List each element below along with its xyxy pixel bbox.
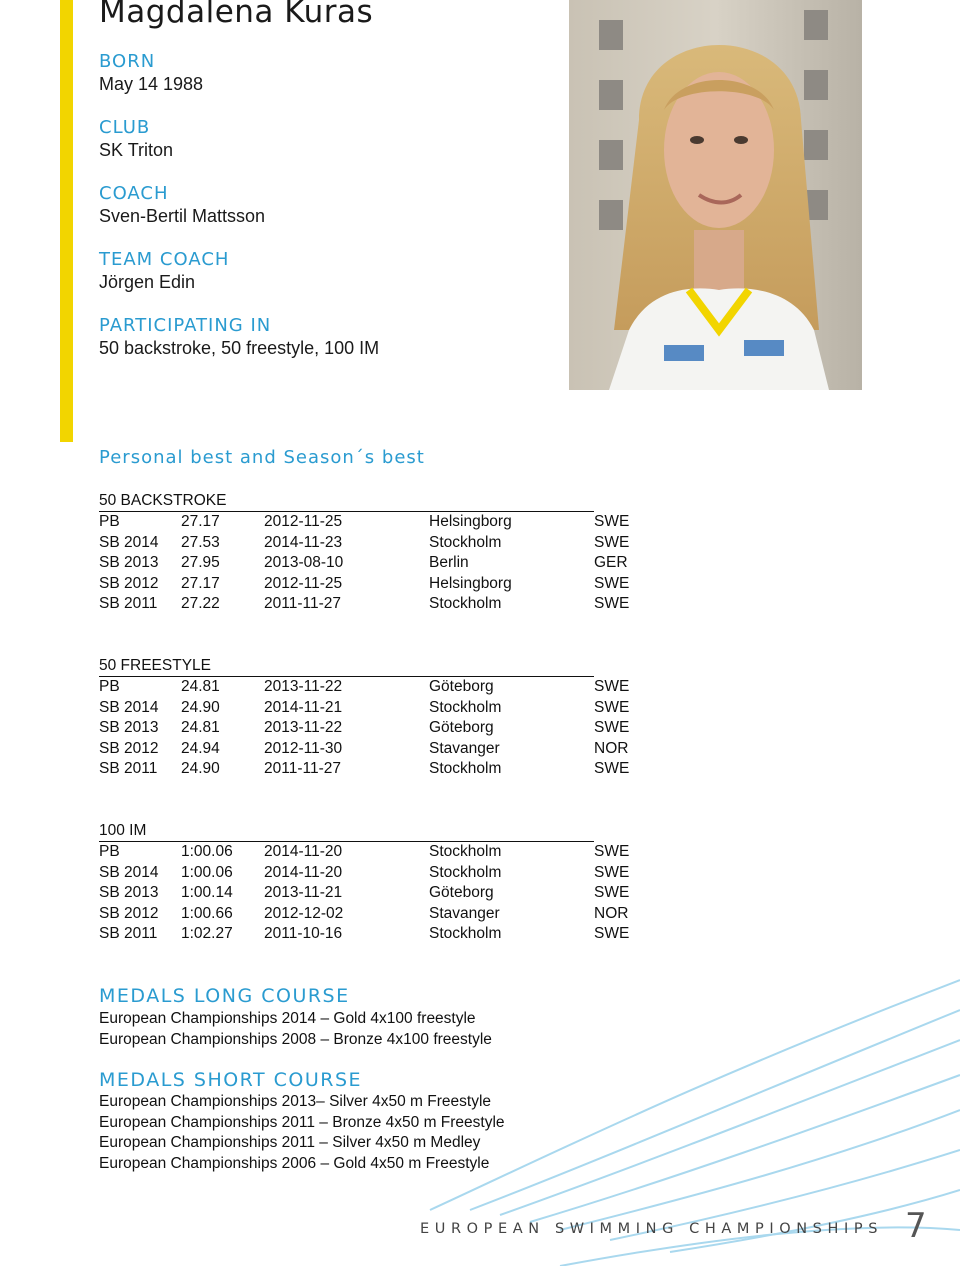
info-label: CLUB (99, 117, 151, 138)
table-row (99, 594, 629, 615)
row-date: 2013-11-22 (264, 719, 343, 736)
row-country: SWE (594, 678, 630, 695)
info-label: COACH (99, 183, 169, 204)
row-date: 2013-11-21 (264, 884, 343, 901)
row-city: Helsingborg (429, 513, 512, 530)
athlete-photo (569, 0, 862, 390)
row-time: 24.90 (181, 698, 220, 716)
row-date: 2014-11-20 (264, 863, 343, 881)
row-date: 2012-11-30 (264, 739, 343, 757)
row-date: 2011-10-16 (264, 925, 343, 942)
table-row (99, 553, 629, 574)
footer-title: EUROPEAN SWIMMING CHAMPIONSHIPS (420, 1221, 884, 1237)
row-label: SB 2012 (99, 904, 159, 922)
row-country: NOR (594, 739, 629, 757)
info-participating (99, 315, 379, 359)
table-row (99, 904, 629, 925)
row-country: SWE (594, 533, 630, 551)
row-time: 1:00.06 (181, 863, 233, 881)
row-label: SB 2013 (99, 554, 159, 571)
row-country: SWE (594, 863, 630, 881)
table-row (99, 698, 629, 719)
row-country: SWE (594, 574, 630, 592)
row-time: 27.17 (181, 513, 220, 530)
info-coach (99, 183, 265, 227)
list-item: European Championships 2011 – Bronze 4x50 m Freestyle (99, 1113, 505, 1131)
info-value: Jörgen Edin (99, 272, 196, 292)
row-country: SWE (594, 595, 630, 612)
event-100-im (99, 821, 629, 945)
event-name: 50 FREESTYLE (99, 656, 594, 677)
row-label: SB 2011 (99, 595, 158, 612)
info-label: PARTICIPATING IN (99, 315, 272, 336)
event-50-backstroke (99, 491, 629, 615)
row-label: SB 2014 (99, 698, 159, 716)
bests-title: Personal best and Season´s best (99, 447, 425, 468)
row-time: 27.17 (181, 574, 220, 592)
list-item: European Championships 2014 – Gold 4x100 freestyle (99, 1010, 476, 1027)
row-time: 27.95 (181, 554, 220, 571)
row-label: SB 2012 (99, 574, 159, 592)
yellow-accent-bar (60, 0, 73, 442)
row-city: Stockholm (429, 760, 502, 777)
row-time: 1:00.14 (181, 884, 233, 901)
info-value: 50 backstroke, 50 freestyle, 100 IM (99, 338, 380, 358)
row-date: 2013-08-10 (264, 554, 344, 571)
row-date: 2014-11-21 (264, 698, 343, 716)
info-value: Sven-Bertil Mattsson (99, 206, 266, 226)
medals-long-list (99, 1009, 492, 1050)
row-label: SB 2013 (99, 719, 159, 736)
info-team-coach (99, 249, 229, 293)
event-name: 50 BACKSTROKE (99, 491, 594, 512)
medals-long-title: MEDALS LONG COURSE (99, 985, 350, 1007)
info-value: May 14 1988 (99, 74, 204, 94)
row-time: 24.81 (181, 719, 220, 736)
info-label: TEAM COACH (99, 249, 230, 270)
medals-short-list (99, 1092, 505, 1175)
row-time: 1:02.27 (181, 925, 233, 942)
table-row (99, 718, 629, 739)
row-city: Göteborg (429, 678, 494, 695)
row-city: Stavanger (429, 739, 500, 757)
info-club (99, 117, 173, 161)
row-country: SWE (594, 760, 630, 777)
row-country: SWE (594, 513, 630, 530)
row-label: PB (99, 513, 120, 530)
row-label: SB 2011 (99, 925, 158, 942)
row-time: 27.53 (181, 533, 220, 551)
row-time: 24.94 (181, 739, 220, 757)
row-date: 2012-12-02 (264, 904, 344, 922)
row-label: SB 2014 (99, 863, 159, 881)
list-item: European Championships 2008 – Bronze 4x100 freestyle (99, 1030, 492, 1048)
list-item: European Championships 2013– Silver 4x50 m Freestyle (99, 1093, 492, 1110)
row-city: Stockholm (429, 595, 502, 612)
row-date: 2011-11-27 (264, 760, 341, 777)
row-country: GER (594, 554, 628, 571)
row-label: SB 2012 (99, 739, 159, 757)
row-time: 1:00.66 (181, 904, 233, 922)
row-date: 2013-11-22 (264, 678, 343, 695)
row-country: SWE (594, 925, 630, 942)
row-city: Stockholm (429, 533, 502, 551)
page-number: 7 (905, 1206, 927, 1246)
row-country: SWE (594, 884, 630, 901)
table-row (99, 759, 629, 780)
row-country: SWE (594, 719, 630, 736)
row-city: Helsingborg (429, 574, 512, 592)
row-label: SB 2013 (99, 884, 159, 901)
row-city: Göteborg (429, 884, 494, 901)
row-date: 2012-11-25 (264, 574, 343, 592)
table-row (99, 739, 629, 760)
medals-short-title: MEDALS SHORT COURSE (99, 1069, 363, 1091)
athlete-name: Magdalena Kuras (99, 0, 374, 30)
info-born (99, 51, 203, 95)
row-label: SB 2014 (99, 533, 159, 551)
table-row (99, 677, 629, 698)
row-date: 2012-11-25 (264, 513, 343, 530)
row-time: 24.90 (181, 760, 220, 777)
row-city: Berlin (429, 554, 469, 571)
info-value: SK Triton (99, 140, 174, 160)
row-country: NOR (594, 904, 629, 922)
row-date: 2014-11-23 (264, 533, 343, 551)
table-row (99, 863, 629, 884)
row-date: 2011-11-27 (264, 595, 341, 612)
table-row (99, 574, 629, 595)
table-row (99, 883, 629, 904)
row-label: SB 2011 (99, 760, 158, 777)
table-row (99, 842, 629, 863)
row-time: 24.81 (181, 678, 220, 695)
row-label: PB (99, 678, 120, 695)
row-label: PB (99, 843, 120, 860)
row-city: Stockholm (429, 863, 502, 881)
row-country: SWE (594, 843, 630, 860)
row-city: Göteborg (429, 719, 494, 736)
row-country: SWE (594, 698, 630, 716)
row-city: Stockholm (429, 925, 502, 942)
row-time: 1:00.06 (181, 843, 233, 860)
table-row (99, 924, 629, 945)
event-name: 100 IM (99, 821, 594, 842)
row-time: 27.22 (181, 595, 220, 612)
row-city: Stockholm (429, 843, 502, 860)
list-item: European Championships 2006 – Gold 4x50 m Freestyle (99, 1155, 490, 1173)
row-city: Stockholm (429, 698, 502, 716)
info-label: BORN (99, 51, 156, 72)
table-row (99, 533, 629, 554)
row-date: 2014-11-20 (264, 843, 343, 860)
table-row (99, 512, 629, 533)
list-item: European Championships 2011 – Silver 4x50 m Medley (99, 1134, 481, 1152)
row-city: Stavanger (429, 904, 500, 922)
event-50-freestyle (99, 656, 629, 780)
